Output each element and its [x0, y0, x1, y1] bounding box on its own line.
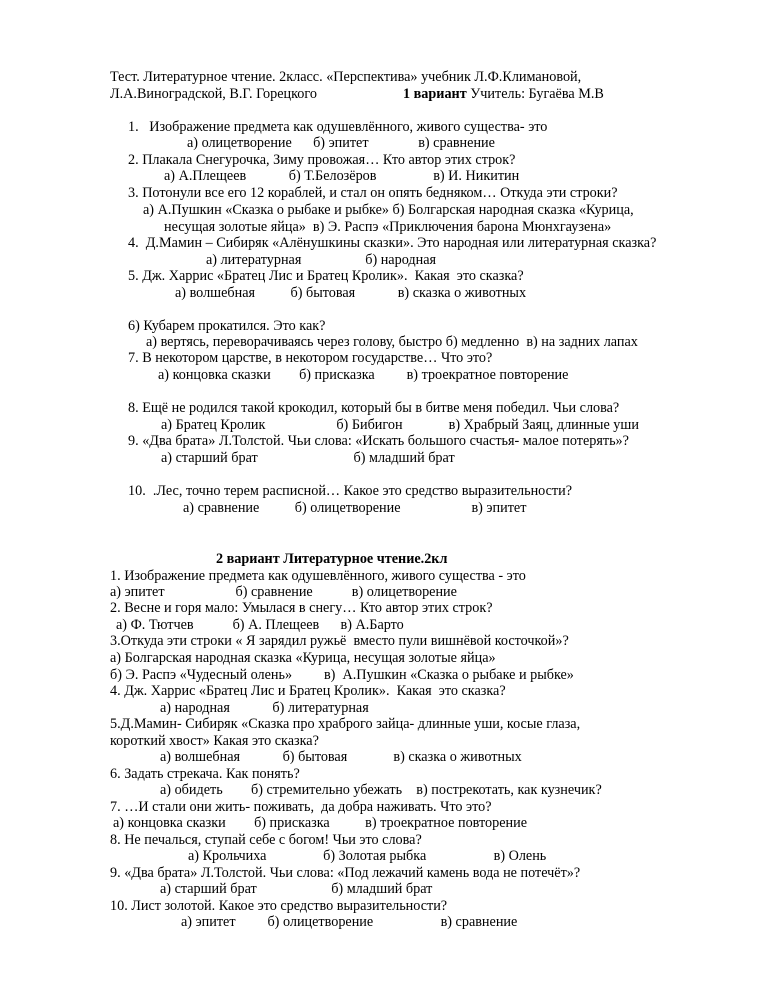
v1-answers-5: а) волшебная б) бытовая в) сказка о животных — [175, 285, 527, 301]
teacher-name: Учитель: Бугаёва М.В — [470, 86, 604, 102]
v2-answers-3a: а) Болгарская народная сказка «Курица, несущая золотые яйца» — [110, 650, 496, 666]
v2-answers-4: а) народная б) литературная — [160, 700, 369, 716]
v2-question-10: 10. Лист золотой. Какое это средство выразительности? — [110, 898, 448, 914]
header-variant-teacher — [403, 86, 604, 103]
v2-answers-5: а) волшебная б) бытовая в) сказка о животных — [160, 749, 522, 765]
v2-answers-1: а) эпитет б) сравнение в) олицетворение — [110, 584, 457, 600]
v2-question-7: 7. …И стали они жить- поживать, да добра наживать. Что это? — [110, 799, 492, 815]
header-authors: Л.А.Виноградской, В.Г. Горецкого — [110, 86, 317, 102]
v1-question-3: 3. Потонули все его 12 кораблей, и стал он опять бедняком… Откуда эти строки? — [128, 185, 618, 201]
header-line-1: Тест. Литературное чтение. 2класс. «Перспектива» учебник Л.Ф.Климановой, — [110, 69, 582, 85]
v1-answers-3a: а) А.Пушкин «Сказка о рыбаке и рыбке» б) Болгарская народная сказка «Курица, — [143, 202, 634, 218]
v2-answers-2: а) Ф. Тютчев б) А. Плещеев в) А.Барто — [116, 617, 404, 633]
v1-question-5: 5. Дж. Харрис «Братец Лис и Братец Кролик». Какая это сказка? — [128, 268, 524, 284]
v1-question-4: 4. Д.Мамин – Сибиряк «Алёнушкины сказки». Это народная или литературная сказка? — [128, 235, 657, 251]
v2-answers-8: а) Крольчиха б) Золотая рыбка в) Олень — [188, 848, 547, 864]
v1-question-9: 9. «Два брата» Л.Толстой. Чьи слова: «Искать большого счастья- малое потерять»? — [128, 433, 629, 449]
v1-answers-6: а) вертясь, переворачиваясь через голову, быстро б) медленно в) на задних лапах — [146, 334, 638, 350]
v1-answers-3b: несущая золотые яйца» в) Э. Распэ «Приключения барона Мюнхгаузена» — [164, 219, 612, 235]
v1-answers-2: а) А.Плещеев б) Т.Белозёров в) И. Никитин — [164, 168, 520, 184]
v2-question-2: 2. Весне и горя мало: Умылася в снегу… Кто автор этих строк? — [110, 600, 493, 616]
v2-question-9: 9. «Два брата» Л.Толстой. Чьи слова: «Под лежачий камень вода не потечёт»? — [110, 865, 581, 881]
v2-question-4: 4. Дж. Харрис «Братец Лис и Братец Кролик». Какая это сказка? — [110, 683, 506, 699]
v2-question-6: 6. Задать стрекача. Как понять? — [110, 766, 300, 782]
v1-answers-10: а) сравнение б) олицетворение в) эпитет — [183, 500, 527, 516]
v2-answers-6: а) обидеть б) стремительно убежать в) пострекотать, как кузнечик? — [160, 782, 602, 798]
v2-question-5b: короткий хвост» Какая это сказка? — [110, 733, 319, 749]
v1-question-7: 7. В некотором царстве, в некотором государстве… Что это? — [128, 350, 493, 366]
v1-answers-8: а) Братец Кролик б) Бибигон в) Храбрый Заяц, длинные уши — [161, 417, 639, 433]
v2-answers-10: а) эпитет б) олицетворение в) сравнение — [181, 914, 518, 930]
v1-answers-7: а) концовка сказки б) присказка в) троекратное повторение — [158, 367, 569, 383]
v2-answers-3b: б) Э. Распэ «Чудесный олень» в) А.Пушкин «Сказка о рыбаке и рыбке» — [110, 667, 574, 683]
v1-question-10: 10. .Лес, точно терем расписной… Какое это средство выразительности? — [128, 483, 572, 499]
v2-answers-7: а) концовка сказки б) присказка в) троекратное повторение — [113, 815, 527, 831]
v1-question-2: 2. Плакала Снегурочка, Зиму провожая… Кто автор этих строк? — [128, 152, 516, 168]
v2-question-1: 1. Изображение предмета как одушевлённого, живого существа - это — [110, 568, 526, 584]
v2-question-3: 3.Откуда эти строки « Я зарядил ружьё вместо пули вишнёвой косточкой»? — [110, 633, 569, 649]
v1-question-1: 1. Изображение предмета как одушевлённого, живого существа- это — [128, 119, 548, 135]
v2-answers-9: а) старший брат б) младший брат — [160, 881, 433, 897]
v1-answers-4: а) литературная б) народная — [206, 252, 437, 268]
variant-1-label: 1 вариант — [403, 86, 467, 102]
variant-2-title: 2 вариант Литературное чтение.2кл — [216, 551, 448, 567]
v1-question-6: 6) Кубарем прокатился. Это как? — [128, 318, 326, 334]
v2-question-8: 8. Не печалься, ступай себе с богом! Чьи это слова? — [110, 832, 422, 848]
v1-question-8: 8. Ещё не родился такой крокодил, который бы в битве меня победил. Чьи слова? — [128, 400, 620, 416]
v1-answers-1: а) олицетворение б) эпитет в) сравнение — [187, 135, 495, 151]
v1-answers-9: а) старший брат б) младший брат — [161, 450, 455, 466]
v2-question-5a: 5.Д.Мамин- Сибиряк «Сказка про храброго зайца- длинные уши, косые глаза, — [110, 716, 581, 732]
